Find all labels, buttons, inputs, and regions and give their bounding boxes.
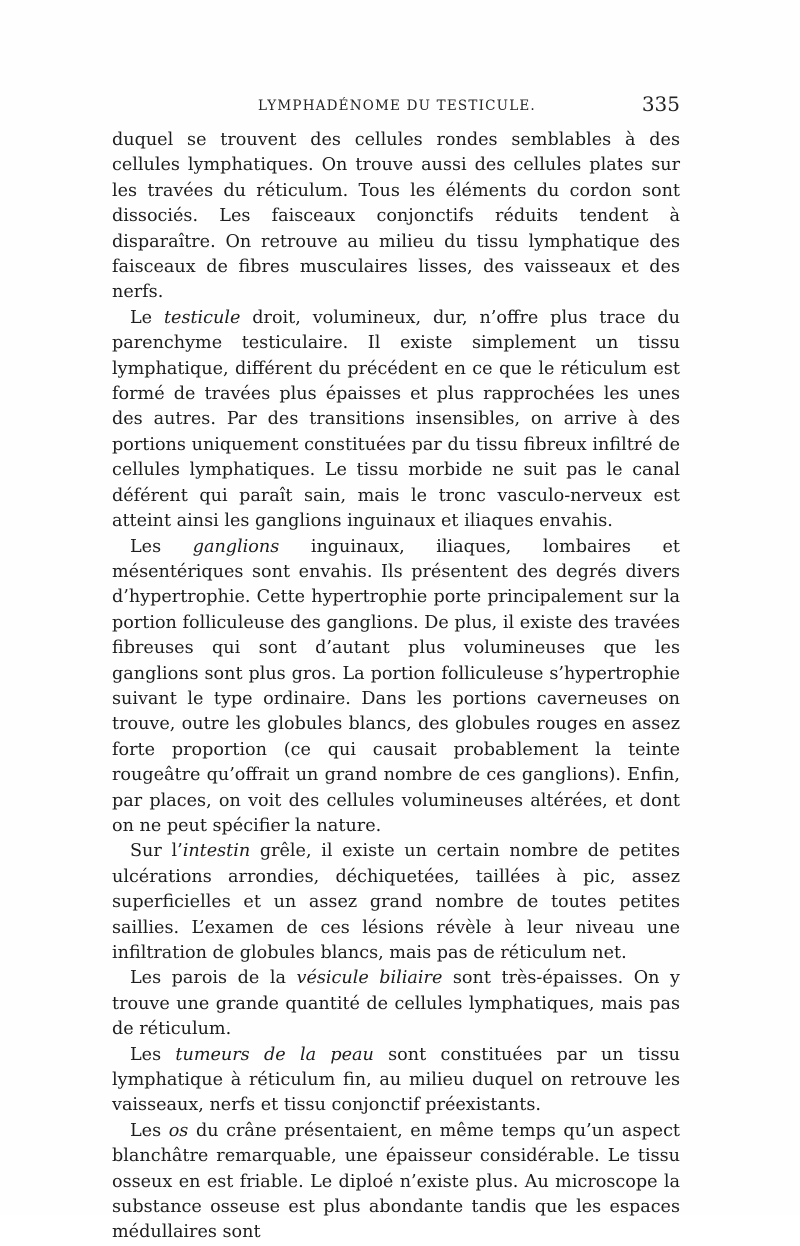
page-number: 335	[641, 92, 680, 116]
paragraph-2-text: droit, volumineux, dur, n’offre plus trace du parenchyme testiculaire. Il existe simplement un tissu lymphatique, différent du précédent en ce que le réticulum est formé de travées plus épaisses et plus rapprochées les unes des autres. Par des transitions insensibles, on arrive à des portions uniquement constituées par du tissu fibreux infiltré de cellules lymphatiques. Le tissu morbide ne suit pas le canal déférent qui paraît sain, mais le tronc vasculo-nerveux est atteint ainsi les ganglions inguinaux et iliaques envahis.	[112, 307, 680, 532]
paragraph-intestin	[112, 839, 680, 966]
paragraph-5-lead: Les parois de la	[130, 968, 297, 989]
paragraph-ganglions	[112, 535, 680, 840]
paragraph-6-term: tumeurs de la peau	[175, 1044, 374, 1065]
paragraph-1-text: duquel se trouvent des cellules rondes semblables à des cellules lymphatiques. On trouve aussi des cellules plates sur les travées du réticulum. Tous les éléments du cordon sont dissociés. Les faisceaux conjonctifs réduits tendent à disparaître. On retrouve au milieu du tissu lymphatique des faisceaux de fibres musculaires lisses, des vaisseaux et des nerfs.	[112, 130, 680, 303]
paragraph-5-text: sont très-épaisses. On y trouve une grande quantité de cellules lymphatiques, mais pas de réticulum.	[112, 968, 680, 1040]
paragraph-7-lead: Les	[130, 1120, 169, 1141]
paragraph-2-lead: Le	[130, 307, 164, 328]
paragraph-1	[112, 128, 680, 306]
paragraph-2-term: testicule	[163, 307, 241, 328]
paragraph-4-text: grêle, il existe un certain nombre de petites ulcérations arrondies, déchiquetées, taillées à pic, assez superficielles et un assez grand nombre de toutes petites saillies. L’examen de ces lésions révèle à leur niveau une infiltration de globules blancs, mais pas de réticulum net.	[112, 841, 681, 963]
paragraph-peau	[112, 1043, 680, 1119]
paragraph-7-term: os	[168, 1120, 189, 1141]
paragraph-6-text: sont constituées par un tissu lymphatique à réticulum fin, au milieu duquel on retrouve les vaisseaux, nerfs et tissu conjonctif préexistants.	[112, 1044, 681, 1116]
paragraph-3-lead: Les	[130, 536, 193, 557]
paragraph-3-term: ganglions	[192, 536, 280, 557]
paragraph-7-text: du crâne présentaient, en même temps qu’un aspect blanchâtre remarquable, une épaisseur considérable. Le tissu osseux en est friable. Le diploé n’existe plus. Au microscope la substance osseuse est plus abondante tandis que les espaces médullaires sont	[112, 1120, 680, 1243]
paragraph-4-lead: Sur l’	[130, 841, 183, 862]
paragraph-os	[112, 1119, 680, 1246]
paragraph-vesicule	[112, 966, 680, 1042]
running-title: LYMPHADÉNOME DU TESTICULE.	[258, 98, 536, 114]
paragraph-4-term: intestin	[182, 841, 251, 862]
paragraph-testicule	[112, 306, 680, 535]
paragraph-5-term: vésicule biliaire	[296, 968, 443, 989]
paragraph-3-text: inguinaux, iliaques, lombaires et mésentériques sont envahis. Ils présentent des degrés divers d’hypertrophie. Cette hypertrophie porte principalement sur la portion folliculeuse des ganglions. De plus, il existe des travées fibreuses qui sont d’autant plus volumineuses que les ganglions sont plus gros. La portion folliculeuse s’hypertrophie suivant le type ordinaire. Dans les portions caverneuses on trouve, outre les globules blancs, des globules rouges en assez forte proportion (ce qui causait probablement la teinte rougeâtre qu’offrait un grand nombre de ces ganglions). Enfin, par places, on voit des cellules volumineuses altérées, et dont on ne peut spécifier la nature.	[112, 536, 681, 836]
paragraph-6-lead: Les	[130, 1044, 176, 1065]
body-text	[112, 128, 680, 1246]
page-header	[112, 92, 680, 122]
